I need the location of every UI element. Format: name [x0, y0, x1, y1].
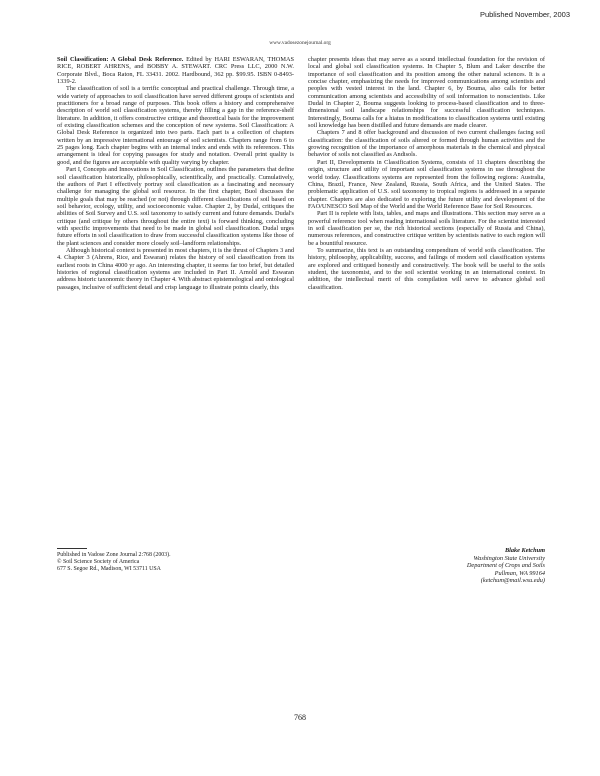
- reviewer-affiliation: Washington State University: [473, 554, 545, 562]
- body-paragraph: chapter presents ideas that may serve as a sound intellectual foundation for the revision of local and global soil classification systems. In Chapter 5, Blum and Laker describe the importance of soil classification and its position among the other natural sciences. It is a concise chapter, emphasizing the needs for improved communications among scientists and peoples with vested interest in the land. Chapter 6, by Bouma, also calls for better communication among scientists and accessibility of soil information to nonscientists. Like Dudal in Chapter 2, Bouma suggests looking to process-based classification and to three-dimensional soil landscape relationships for successful classification techniques. Interestingly, Bouma calls for a hiatus in modifications to classification systems until existing soil knowledge has been distilled and future demands are made clearer.: [308, 56, 545, 130]
- book-citation: Edited by HARI ESWARAN, THOMAS RICE, ROBERT AHRENS, and BOBBY A. STEWART. CRC Press LLC, 2000 N.W. Corporate Blvd., Boca Raton, FL 33431. 2002. Hardbound, 362 pp. $99.95. ISBN 0-8493-1339-2.: [57, 56, 294, 86]
- review-heading: [57, 56, 294, 85]
- reviewer-location: Pullman, WA 99164: [494, 569, 545, 577]
- address-line: 677 S. Segoe Rd., Madison, WI 53711 USA: [57, 566, 161, 573]
- body-paragraph: Part II is replete with lists, tables, and maps and illustrations. This section may serve as a powerful reference tool when reading international soils literature. For the scientist interested in soil classification per se, the rich historical sections (especially of Russia and China), numerous references, and constructive critique written by scientists native to each region will be a bountiful resource.: [308, 210, 545, 247]
- body-paragraph: The classification of soil is a terrific conceptual and practical challenge. Through time, a wide variety of approaches to soil classification have served different groups of scientists and practitioners for a broad range of purposes. This book offers a history and comprehensive description of world soil classification systems, thereby filling a gap in the reference-shelf literature. In addition, it offers constructive critique and theoretical basis for the improvement of existing classification schemes and the conception of new systems. Soil Classification: A Global Desk Reference is organized into two parts. Each part is a collection of chapters written by an impressive international entourage of soil scientists. Chapters range from 6 to 25 pages long. Each chapter begins with an internal index and ends with its references. This arrangement is ideal for copying passages for study and notation. Overall print quality is good, and the figures are acceptable with quality varying by chapter.: [57, 85, 294, 166]
- body-paragraph: Part II, Developments in Classification Systems, consists of 11 chapters describing the origin, structure and utility of important soil classification systems in use throughout the world today. Classifications systems are represented from the following regions: Australia, China, Brazil, France, New Zealand, Russia, South Africa, and the United States. The problematic application of U.S. soil taxonomy to tropical regions is addressed in a separate chapter. Chapters are also dedicated to exploring the future utility and development of the FAO/UNESCO Soil Map of the World and the World Reference Base for Soil Resources.: [308, 158, 545, 210]
- reviewer-name: Blake Ketchum: [504, 547, 545, 554]
- right-column: [308, 56, 545, 291]
- journal-url: www.vadosezonejournal.org: [269, 40, 331, 46]
- body-paragraph: To summarize, this text is an outstanding compendium of world soils classification. The history, philosophy, applicability, success, and failings of modern soil classification systems are explored and critiqued honestly and constructively. The book will be useful to the soils student, the taxonomist, and to the soil scientist working in an international context. In addition, the intellectual merit of this compilation will serve to advance global soil classification.: [308, 246, 545, 291]
- page-number: 768: [294, 713, 306, 722]
- reviewer-department: Department of Crops and Soils: [466, 562, 545, 570]
- publication-line: Published in Vadose Zone Journal 2:768 (2003).: [57, 552, 171, 558]
- book-title: Soil Classification: A Global Desk Reference.: [57, 56, 184, 63]
- body-paragraph: Although historical context is presented in most chapters, it is the thrust of Chapters 3 and 4. Chapter 3 (Ahrens, Rice, and Eswaran) relates the history of soil classification from its earliest roots in China 4000 yr ago. An interesting chapter, it seems far too brief, but detailed histories of regional classification systems are included in Part II. Arnold and Eswaran address historic taxonomic theory in Chapter 4. With abstract epistemological and ontological passages, inclusive of sufficient detail and crisp language to illustrate points clearly, this: [57, 246, 294, 291]
- body-paragraph: Chapters 7 and 8 offer background and discussion of two current challenges facing soil classification: the classification of soils altered or formed through human activities and the growing recognition of the importance of amorphous materials in the chemical and physical behavior of soils not classified as Andisols.: [308, 129, 545, 159]
- left-column: [57, 56, 294, 291]
- reviewer-signature: [308, 547, 545, 585]
- footnote-rule: [57, 548, 87, 549]
- body-paragraph: Part I, Concepts and Innovations in Soil Classification, outlines the parameters that define soil classification historically, philosophically, scientifically, and practically. Cumulatively, the authors of Part I effectively portray soil classification as a fascinating and necessary challenge for managing the global soil resource. In the first chapter, Buol discusses the multiple goals that may be reached (or not) through different classifications of soil based on soil behavior, ecology, utility, and socioeconomic value. Chapter 2, by Dudal, critiques the abilities of Soil Survey and U.S. soil taxonomy to satisfy current and future demands. Dudal's critique (and critique by others throughout the entire text) is forward thinking, concluding with specific improvements that need to be made in global soil classification. Dudal urges future efforts in soil classification to draw from successful classification systems like those of the plant sciences and consider more closely soil–landform relationships.: [57, 166, 294, 247]
- publication-note: [57, 548, 294, 573]
- published-date: Published November, 2003: [479, 10, 570, 19]
- copyright-line: © Soil Science Society of America: [57, 559, 140, 566]
- reviewer-email: (ketchum@mail.wsu.edu): [480, 577, 545, 585]
